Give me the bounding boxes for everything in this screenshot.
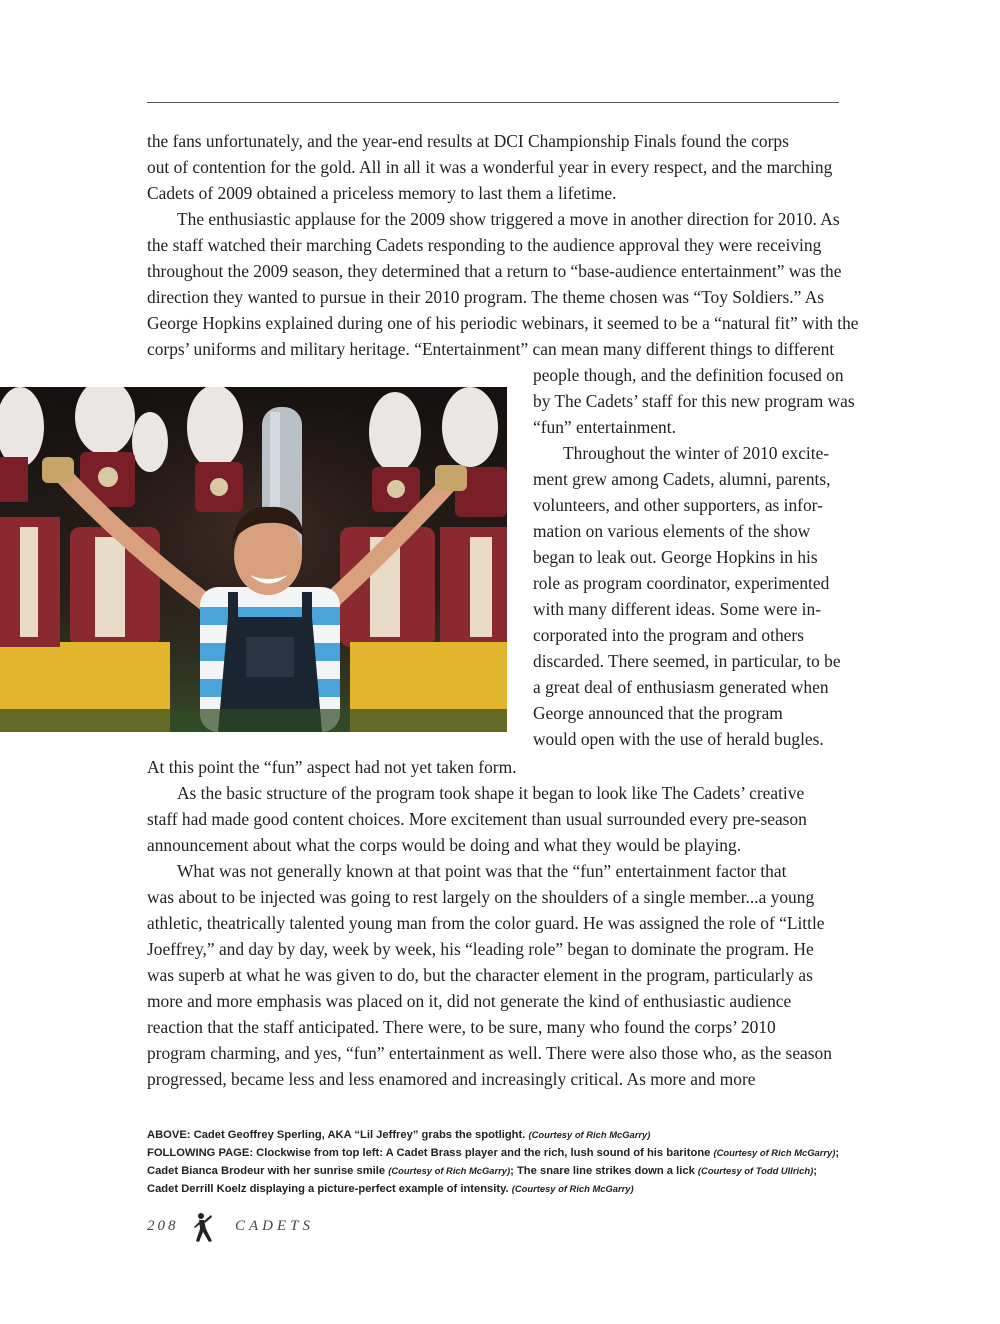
text-line: staff had made good content choices. More excitement than usual surrounded every pre-season [147,809,807,829]
caption-line [147,1162,867,1180]
text-line: volunteers, and other supporters, as infor- [533,495,823,515]
text-line: out of contention for the gold. All in all it was a wonderful year in every respect, and the marching [147,157,833,177]
body-text-top [147,128,859,362]
text-line: progressed, became less and less enamored and increasingly critical. As more and more [147,1069,756,1089]
caption-line [147,1180,867,1198]
text-line: corporated into the program and others [533,625,804,645]
text-line: more and more emphasis was placed on it, did not generate the kind of enthusiastic audience [147,991,792,1011]
performer-photo [0,387,507,732]
text-line: throughout the 2009 season, they determined that a return to “base-audience entertainment” was the [147,261,842,281]
book-title: CADETS [235,1218,315,1234]
text-line: As the basic structure of the program took shape it began to look like The Cadets’ creative [177,783,805,803]
text-line: Cadets of 2009 obtained a priceless memory to last them a lifetime. [147,183,617,203]
text-line: The enthusiastic applause for the 2009 show triggered a move in another direction for 2010. As [177,209,840,229]
body-text-bottom [147,754,847,1092]
caption-line [147,1144,867,1162]
text-line: by The Cadets’ staff for this new program was [533,391,855,411]
text-line: George announced that the program [533,703,783,723]
text-line: athletic, theatrically talented young man from the color guard. He was assigned the role of “Little [147,913,825,933]
text-line: Joeffrey,” and day by day, week by week, his “leading role” began to dominate the program. He [147,939,814,959]
text-line: ment grew among Cadets, alumni, parents, [533,469,831,489]
caption-credit: (Courtesy of Rich McGarry) [528,1129,651,1140]
caption-credit: (Courtesy of Todd Ullrich) [697,1165,814,1176]
caption-credit: (Courtesy of Rich McGarry) [511,1183,634,1194]
text-line: people though, and the definition focused on [533,365,844,385]
caption-line [147,1126,867,1144]
text-line: began to leak out. George Hopkins in his [533,547,818,567]
text-line: with many different ideas. Some were in- [533,599,821,619]
text-line: “fun” entertainment. [533,417,676,437]
text-line: was superb at what he was given to do, but the character element in the program, particularly as [147,965,813,985]
drum-major-silhouette-icon [193,1212,215,1249]
caption-text: FOLLOWING PAGE: Clockwise from top left: A Cadet Brass player and the rich, lush sound of his baritone [147,1147,711,1159]
caption-credit: (Courtesy of Rich McGarry) [713,1147,836,1158]
text-line: announcement about what the corps would be doing and what they would be playing. [147,835,742,855]
body-text-side [533,362,853,752]
text-line: role as program coordinator, experimented [533,573,830,593]
header-rule [147,102,839,103]
text-line: Throughout the winter of 2010 excite- [563,443,830,463]
text-line: direction they wanted to pursue in their 2010 program. The theme chosen was “Toy Soldiers.” As [147,287,825,307]
caption-punct: ; [813,1165,817,1177]
text-line: a great deal of enthusiasm generated when [533,677,829,697]
photo-captions [147,1126,867,1198]
caption-text: ; The snare line strikes down a lick [510,1165,695,1177]
text-line: the fans unfortunately, and the year-end results at DCI Championship Finals found the corps [147,131,789,151]
caption-credit: (Courtesy of Rich McGarry) [388,1165,511,1176]
text-line: discarded. There seemed, in particular, to be [533,651,841,671]
text-line: would open with the use of herald bugles. [533,729,824,749]
page-number: 208 [147,1218,179,1234]
text-line: corps’ uniforms and military heritage. “Entertainment” can mean many different things to different [147,339,835,359]
caption-punct: ; [835,1147,840,1159]
text-line: program charming, and yes, “fun” entertainment as well. There were also those who, as the season [147,1043,832,1063]
caption-text: ABOVE: Cadet Geoffrey Sperling, AKA “Lil Jeffrey” grabs the spotlight. [147,1129,526,1141]
text-line: was about to be injected was going to rest largely on the shoulders of a single member...a young [147,887,815,907]
text-line: the staff watched their marching Cadets responding to the audience approval they were receiving [147,235,822,255]
text-line: At this point the “fun” aspect had not yet taken form. [147,757,517,777]
text-line: mation on various elements of the show [533,521,811,541]
text-line: reaction that the staff anticipated. There were, to be sure, many who found the corps’ 2010 [147,1017,776,1037]
text-line: George Hopkins explained during one of his periodic webinars, it seemed to be a “natural fit” with the [147,313,859,333]
caption-text: Cadet Derrill Koelz displaying a picture-perfect example of intensity. [147,1183,509,1195]
caption-text: Cadet Bianca Brodeur with her sunrise smile [147,1165,386,1177]
text-line: What was not generally known at that point was that the “fun” entertainment factor that [177,861,787,881]
